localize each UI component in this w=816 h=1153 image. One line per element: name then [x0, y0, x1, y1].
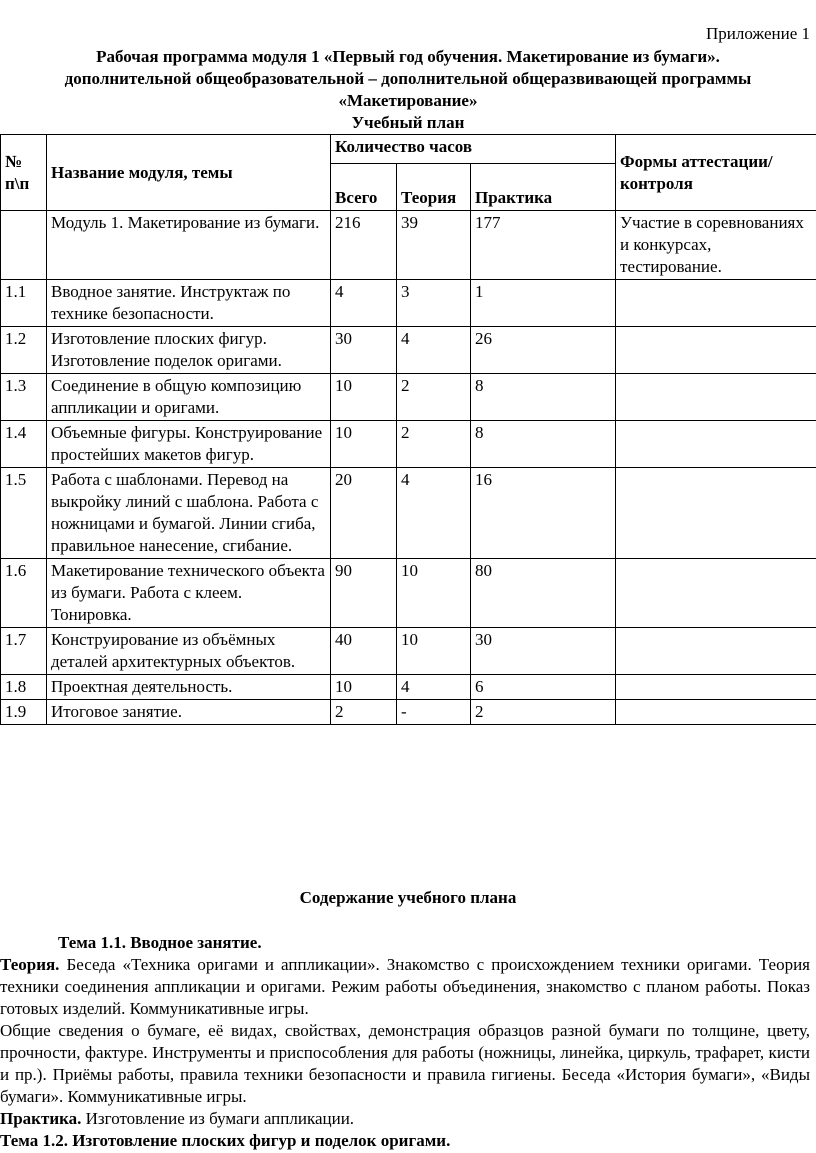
- cell-forms: [616, 700, 816, 725]
- cell-total: 30: [331, 327, 397, 374]
- table-row: [1, 468, 816, 559]
- cell-total: 20: [331, 468, 397, 559]
- header-name: Название модуля, темы: [47, 135, 331, 211]
- cell-forms: [616, 628, 816, 675]
- cell-name: Итоговое занятие.: [47, 700, 331, 725]
- cell-forms: [616, 327, 816, 374]
- cell-total: 216: [331, 211, 397, 280]
- table-row: [1, 374, 816, 421]
- cell-name: Модуль 1. Макетирование из бумаги.: [47, 211, 331, 280]
- cell-practice: 1: [471, 280, 616, 327]
- cell-practice: 8: [471, 421, 616, 468]
- cell-theory: 10: [397, 559, 471, 628]
- table-row: [1, 327, 816, 374]
- cell-forms: [616, 468, 816, 559]
- practice-paragraph: [0, 1108, 810, 1130]
- cell-name: Конструирование из объёмных деталей архитектурных объектов.: [47, 628, 331, 675]
- cell-theory: 3: [397, 280, 471, 327]
- cell-practice: 30: [471, 628, 616, 675]
- cell-practice: 16: [471, 468, 616, 559]
- cell-num: 1.9: [1, 700, 47, 725]
- header-theory: Теория: [397, 164, 471, 211]
- cell-num: 1.6: [1, 559, 47, 628]
- theme-1-2-heading: Тема 1.2. Изготовление плоских фигур и поделок оригами.: [0, 1131, 451, 1150]
- practice-text: Изготовление из бумаги аппликации.: [81, 1109, 355, 1128]
- cell-name: Изготовление плоских фигур. Изготовление поделок оригами.: [47, 327, 331, 374]
- header-num: № п\п: [1, 135, 47, 211]
- cell-forms: [616, 280, 816, 327]
- cell-total: 10: [331, 374, 397, 421]
- header-total: Всего: [331, 164, 397, 211]
- cell-theory: 2: [397, 421, 471, 468]
- cell-total: 2: [331, 700, 397, 725]
- theory-paragraph: [0, 954, 810, 1020]
- cell-num: 1.7: [1, 628, 47, 675]
- cell-practice: 80: [471, 559, 616, 628]
- cell-num: 1.1: [1, 280, 47, 327]
- cell-total: 10: [331, 421, 397, 468]
- practice-label: Практика.: [0, 1109, 82, 1128]
- header-hours: Количество часов: [331, 135, 616, 164]
- program-subtitle: дополнительной общеобразовательной – дополнительной общеразвивающей программы: [64, 69, 752, 88]
- cell-practice: 177: [471, 211, 616, 280]
- table-body: [1, 211, 816, 725]
- cell-name: Проектная деятельность.: [47, 675, 331, 700]
- table-row: [1, 280, 816, 327]
- cell-theory: 2: [397, 374, 471, 421]
- cell-practice: 2: [471, 700, 616, 725]
- theory-text: Беседа «Техника оригами и аппликации». Знакомство с происхождением техники оригами. Теория техники соединения аппликации и оригами. Режим работы объединения, знакомство с планом работы. Показ готовых изделий. Коммуникативные игры.: [0, 955, 810, 1018]
- cell-theory: 10: [397, 628, 471, 675]
- cell-practice: 26: [471, 327, 616, 374]
- cell-theory: 4: [397, 675, 471, 700]
- cell-theory: -: [397, 700, 471, 725]
- content-body: [0, 932, 810, 1152]
- cell-name: Макетирование технического объекта из бумаги. Работа с клеем. Тонировка.: [47, 559, 331, 628]
- cell-total: 10: [331, 675, 397, 700]
- program-title: Рабочая программа модуля 1 «Первый год обучения. Макетирование из бумаги».: [96, 47, 720, 66]
- cell-forms: [616, 559, 816, 628]
- cell-total: 90: [331, 559, 397, 628]
- theme-1-1-heading: Тема 1.1. Вводное занятие.: [58, 933, 262, 952]
- cell-num: 1.3: [1, 374, 47, 421]
- cell-practice: 6: [471, 675, 616, 700]
- cell-total: 40: [331, 628, 397, 675]
- cell-name: Вводное занятие. Инструктаж по технике безопасности.: [47, 280, 331, 327]
- cell-practice: 8: [471, 374, 616, 421]
- table-row: [1, 700, 816, 725]
- table-row: [1, 211, 816, 280]
- cell-theory: 39: [397, 211, 471, 280]
- cell-forms: [616, 421, 816, 468]
- paper-info-paragraph: Общие сведения о бумаге, её видах, свойствах, демонстрация образцов разной бумаги по толщине, цвету, прочности, фактуре. Инструменты и приспособления для работы (ножницы, линейка, циркуль, трафарет, кисти и пр.). Приёмы работы, правила техники безопасности и правила гигиены. Беседа «История бумаги», «Виды бумаги». Коммуникативные игры.: [0, 1021, 810, 1106]
- theory-label: Теория.: [0, 955, 60, 974]
- cell-forms: [616, 675, 816, 700]
- cell-num: 1.2: [1, 327, 47, 374]
- header-forms: Формы аттестации/ контроля: [616, 135, 816, 211]
- table-row: [1, 628, 816, 675]
- cell-name: Соединение в общую композицию аппликации и оригами.: [47, 374, 331, 421]
- cell-theory: 4: [397, 468, 471, 559]
- cell-name: Работа с шаблонами. Перевод на выкройку линий с шаблона. Работа с ножницами и бумагой. Линии сгиба, правильное нанесение, сгибание.: [47, 468, 331, 559]
- content-heading: Содержание учебного плана: [299, 888, 517, 907]
- curriculum-heading: Учебный план: [351, 113, 465, 132]
- cell-forms: Участие в соревнованиях и конкурсах, тестирование.: [616, 211, 816, 280]
- table-row: [1, 421, 816, 468]
- cell-num: 1.5: [1, 468, 47, 559]
- header-practice: Практика: [471, 164, 616, 211]
- program-name: «Макетирование»: [338, 91, 478, 110]
- table-row: [1, 559, 816, 628]
- cell-theory: 4: [397, 327, 471, 374]
- curriculum-table: [0, 134, 816, 725]
- cell-num: 1.4: [1, 421, 47, 468]
- cell-num: 1.8: [1, 675, 47, 700]
- table-header-row: [1, 135, 816, 164]
- table-row: [1, 675, 816, 700]
- cell-name: Объемные фигуры. Конструирование простейших макетов фигур.: [47, 421, 331, 468]
- appendix-label: Приложение 1: [706, 24, 810, 43]
- cell-total: 4: [331, 280, 397, 327]
- cell-forms: [616, 374, 816, 421]
- cell-num: [1, 211, 47, 280]
